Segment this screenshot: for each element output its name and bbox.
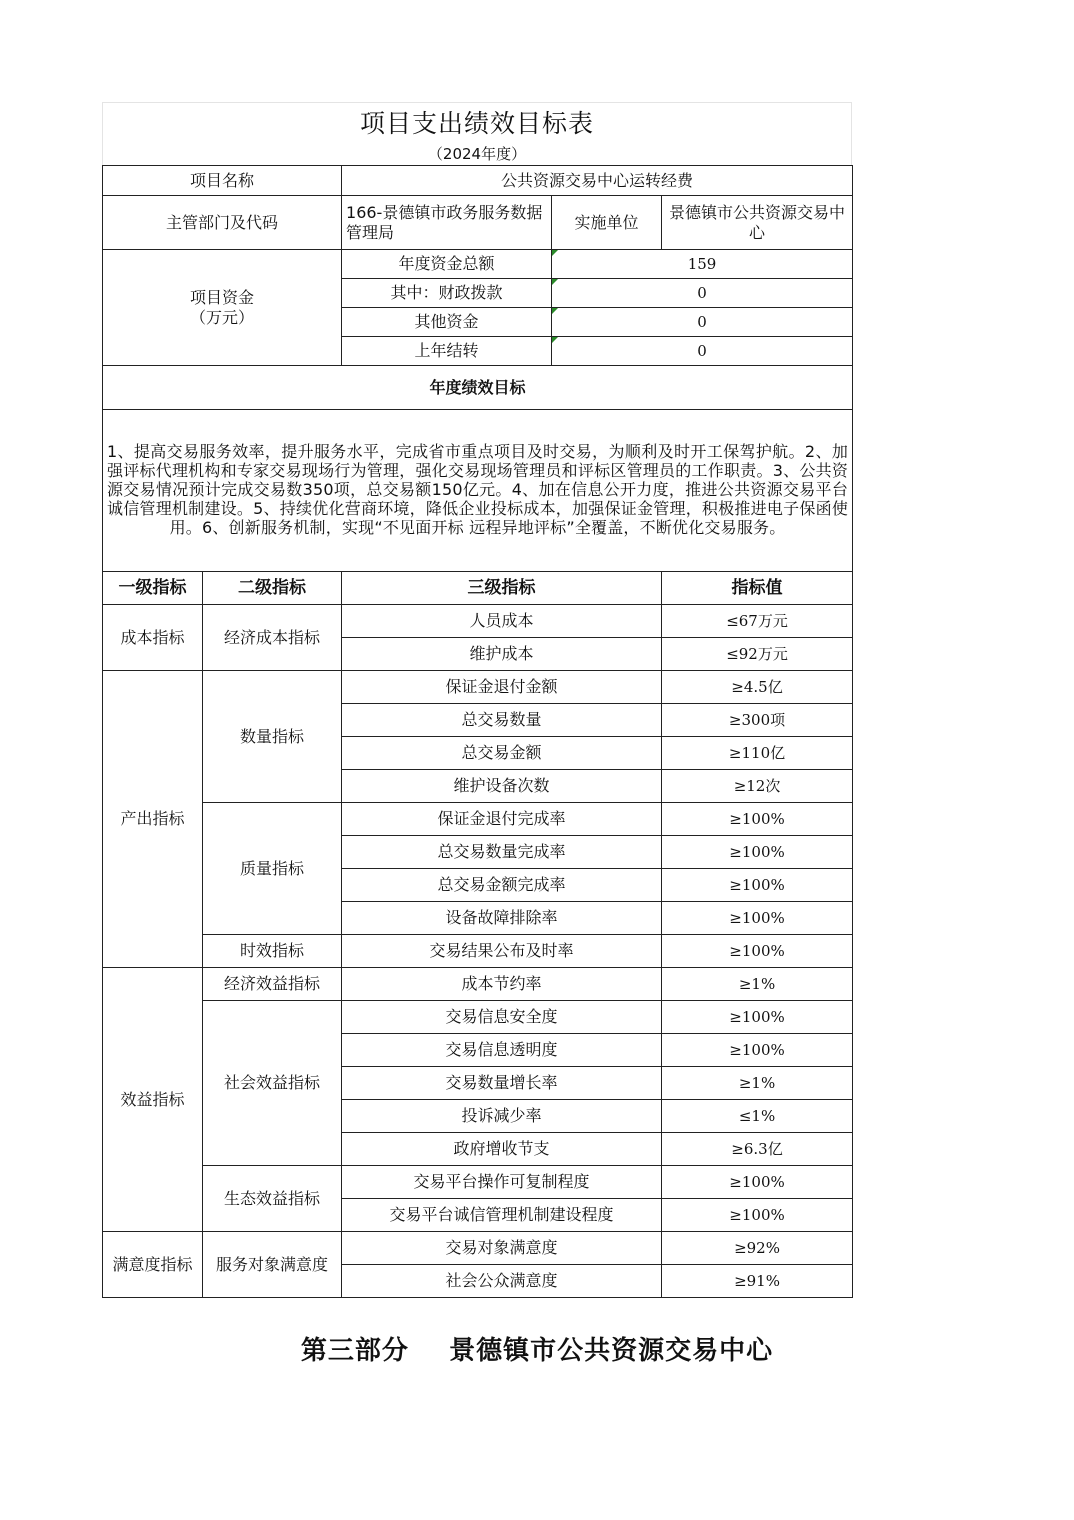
indicator-value: ≥4.5亿 [662, 671, 853, 704]
indicator-value: ≤1% [662, 1100, 853, 1133]
level3-indicator: 维护成本 [342, 638, 662, 671]
performance-table [102, 165, 853, 1298]
level3-indicator: 总交易数量完成率 [342, 836, 662, 869]
level3-indicator: 交易对象满意度 [342, 1232, 662, 1265]
col-header-value: 指标值 [662, 572, 853, 605]
level3-indicator: 总交易金额 [342, 737, 662, 770]
level1-indicator: 成本指标 [103, 605, 203, 671]
project-name-value: 公共资源交易中心运转经费 [342, 166, 853, 196]
level2-indicator: 时效指标 [203, 935, 342, 968]
indicator-value: ≥100% [662, 1001, 853, 1034]
level2-indicator: 社会效益指标 [203, 1001, 342, 1166]
level1-indicator: 满意度指标 [103, 1232, 203, 1298]
level1-indicator: 产出指标 [103, 671, 203, 968]
indicator-value: ≥1% [662, 1067, 853, 1100]
col-header-level2: 二级指标 [203, 572, 342, 605]
indicator-value: ≤92万元 [662, 638, 853, 671]
indicator-row [103, 605, 853, 638]
indicator-value: ≥100% [662, 1166, 853, 1199]
indicator-value: ≥92% [662, 1232, 853, 1265]
level3-indicator: 交易平台诚信管理机制建设程度 [342, 1199, 662, 1232]
level3-indicator: 保证金退付金额 [342, 671, 662, 704]
fund-label-other: 其他资金 [342, 308, 552, 337]
table-year: （2024年度） [102, 141, 852, 165]
level3-indicator: 交易数量增长率 [342, 1067, 662, 1100]
level3-indicator: 总交易数量 [342, 704, 662, 737]
level2-indicator: 质量指标 [203, 803, 342, 935]
indicator-value: ≥100% [662, 803, 853, 836]
dept-value: 166-景德镇市政务服务数据管理局 [342, 196, 552, 250]
level2-indicator: 经济成本指标 [203, 605, 342, 671]
indicator-value: ≥110亿 [662, 737, 853, 770]
fund-value-other: 0 [552, 308, 853, 337]
goal-text: 1、提高交易服务效率，提升服务水平，完成省市重点项目及时交易，为顺利及时开工保驾护航。2、加强评标代理机构和专家交易现场行为管理，强化交易现场管理员和评标区管理员的工作职责。3、公共资源交易情况预计完成交易数350项，总交易额150亿元。4、加在信息公开力度，推进公共资源交易平台诚信管理机制建设。5、持续优化营商环境，降低企业投标成本，加强保证金管理，积极推进电子保函使用。6、创新服务机制，实现“不见面开标 远程异地评标”全覆盖，不断优化交易服务。 [103, 410, 853, 572]
indicator-row [103, 1001, 853, 1034]
level3-indicator: 交易信息透明度 [342, 1034, 662, 1067]
level3-indicator: 成本节约率 [342, 968, 662, 1001]
performance-target-sheet [102, 102, 852, 1298]
level3-indicator: 交易平台操作可复制程度 [342, 1166, 662, 1199]
level3-indicator: 保证金退付完成率 [342, 803, 662, 836]
level2-indicator: 经济效益指标 [203, 968, 342, 1001]
goal-heading: 年度绩效目标 [103, 366, 853, 410]
part-heading: 第三部分 景德镇市公共资源交易中心 [300, 1336, 774, 1366]
fund-value-carryover: 0 [552, 337, 853, 366]
impl-label: 实施单位 [552, 196, 662, 250]
col-header-level3: 三级指标 [342, 572, 662, 605]
level3-indicator: 政府增收节支 [342, 1133, 662, 1166]
indicator-value: ≥100% [662, 1034, 853, 1067]
performance-table-body [103, 166, 853, 1298]
level3-indicator: 维护设备次数 [342, 770, 662, 803]
indicator-value: ≤67万元 [662, 605, 853, 638]
level2-indicator: 服务对象满意度 [203, 1232, 342, 1298]
dept-label: 主管部门及代码 [103, 196, 342, 250]
indicator-value: ≥100% [662, 869, 853, 902]
table-title: 项目支出绩效目标表 [102, 102, 852, 141]
indicator-value: ≥300项 [662, 704, 853, 737]
indicator-value: ≥1% [662, 968, 853, 1001]
level3-indicator: 设备故障排除率 [342, 902, 662, 935]
indicator-row [103, 935, 853, 968]
indicator-row [103, 803, 853, 836]
indicator-value: ≥100% [662, 836, 853, 869]
level2-indicator: 生态效益指标 [203, 1166, 342, 1232]
fund-value-total: 159 [552, 250, 853, 279]
indicator-value: ≥100% [662, 902, 853, 935]
indicator-row [103, 968, 853, 1001]
fund-label-fiscal: 其中：财政拨款 [342, 279, 552, 308]
col-header-level1: 一级指标 [103, 572, 203, 605]
level3-indicator: 总交易金额完成率 [342, 869, 662, 902]
level2-indicator: 数量指标 [203, 671, 342, 803]
impl-value: 景德镇市公共资源交易中心 [662, 196, 853, 250]
fund-label-total: 年度资金总额 [342, 250, 552, 279]
indicator-row [103, 1166, 853, 1199]
level3-indicator: 社会公众满意度 [342, 1265, 662, 1298]
indicator-value: ≥91% [662, 1265, 853, 1298]
level3-indicator: 交易信息安全度 [342, 1001, 662, 1034]
indicator-row [103, 671, 853, 704]
level3-indicator: 交易结果公布及时率 [342, 935, 662, 968]
indicator-value: ≥12次 [662, 770, 853, 803]
indicator-value: ≥100% [662, 935, 853, 968]
funds-label: 项目资金 （万元） [103, 250, 342, 366]
fund-label-carryover: 上年结转 [342, 337, 552, 366]
indicator-value: ≥6.3亿 [662, 1133, 853, 1166]
indicator-row [103, 1232, 853, 1265]
level3-indicator: 投诉减少率 [342, 1100, 662, 1133]
project-name-label: 项目名称 [103, 166, 342, 196]
indicator-value: ≥100% [662, 1199, 853, 1232]
fund-value-fiscal: 0 [552, 279, 853, 308]
level1-indicator: 效益指标 [103, 968, 203, 1232]
level3-indicator: 人员成本 [342, 605, 662, 638]
